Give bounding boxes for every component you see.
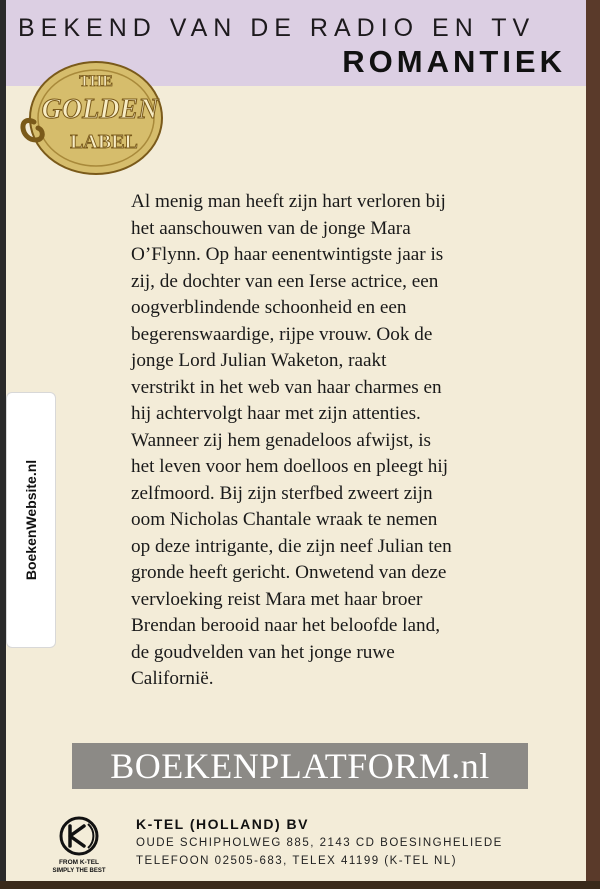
blurb-line: vervloeking reist Mara met haar broer bbox=[131, 588, 423, 610]
blurb-line: oom Nicholas Chantale wraak te nemen bbox=[131, 509, 438, 530]
publisher-address: OUDE SCHIPHOLWEG 885, 2143 CD BOESINGHELIEDE bbox=[136, 837, 503, 849]
publisher-phone: TELEFOON 02505-683, TELEX 41199 (K-TEL NL) bbox=[136, 855, 458, 867]
blurb-line: verstrikt in het web van haar charmes en bbox=[131, 376, 442, 398]
k-tel-logo bbox=[44, 812, 114, 876]
blurb-line: Brendan berooid naar het beloofde land, bbox=[131, 615, 441, 636]
genre-title: ROMANTIEK bbox=[342, 44, 566, 79]
blurb-line: hij achtervolgt haar met zijn attenties. bbox=[131, 403, 421, 424]
cover-right-edge bbox=[586, 0, 600, 889]
sticker-text: BoekenWebsite.nl bbox=[23, 459, 39, 581]
publisher-name: K-TEL (HOLLAND) BV bbox=[136, 816, 309, 832]
blurb-line: de goudvelden van het jonge ruwe bbox=[131, 641, 395, 663]
blurb-line: jonge Lord Julian Waketon, raakt bbox=[131, 350, 387, 371]
logo-caption-slogan: SIMPLY THE BEST bbox=[52, 868, 106, 874]
cover-tagline: BEKEND VAN DE RADIO EN TV bbox=[18, 14, 536, 42]
blurb-line: oogverblindende schoonheid en een bbox=[131, 297, 407, 318]
blurb-line: het leven voor hem doelloos en pleegt hij bbox=[131, 456, 449, 477]
golden-label-logo bbox=[14, 52, 170, 178]
blurb-line: het aanschouwen van de jonge Mara bbox=[131, 217, 411, 239]
blurb-line: zij, de dochter van een Ierse actrice, een bbox=[131, 270, 439, 292]
logo-text-the: THE bbox=[79, 73, 113, 90]
logo-text-label: LABEL bbox=[70, 131, 138, 153]
blurb-line: gronde heeft gericht. Onwetend van deze bbox=[131, 562, 447, 583]
logo-caption-from: FROM K-TEL bbox=[58, 859, 100, 866]
logo-text-golden: GOLDEN bbox=[41, 94, 159, 125]
cover-bottom-edge bbox=[0, 881, 600, 889]
boekenwebsite-sticker bbox=[6, 392, 56, 648]
blurb-line: Al menig man heeft zijn hart verloren bij bbox=[131, 191, 446, 212]
blurb-line: begerenswaardige, rijpe vrouw. Ook de bbox=[131, 323, 433, 345]
blurb-line: op deze intrigante, die zijn neef Julian ten bbox=[131, 535, 452, 557]
boekenplatform-watermark bbox=[72, 743, 528, 789]
blurb-line: O’Flynn. Op haar eenentwintigste jaar is bbox=[131, 244, 444, 265]
book-description bbox=[131, 189, 561, 693]
blurb-line: Californië. bbox=[131, 668, 214, 689]
watermark-text: BOEKENPLATFORM.nl bbox=[110, 746, 490, 786]
blurb-line: Wanneer zij hem genadeloos afwijst, is bbox=[131, 429, 432, 451]
blurb-line: zelfmoord. Bij zijn sterfbed zweert zijn bbox=[131, 482, 433, 504]
